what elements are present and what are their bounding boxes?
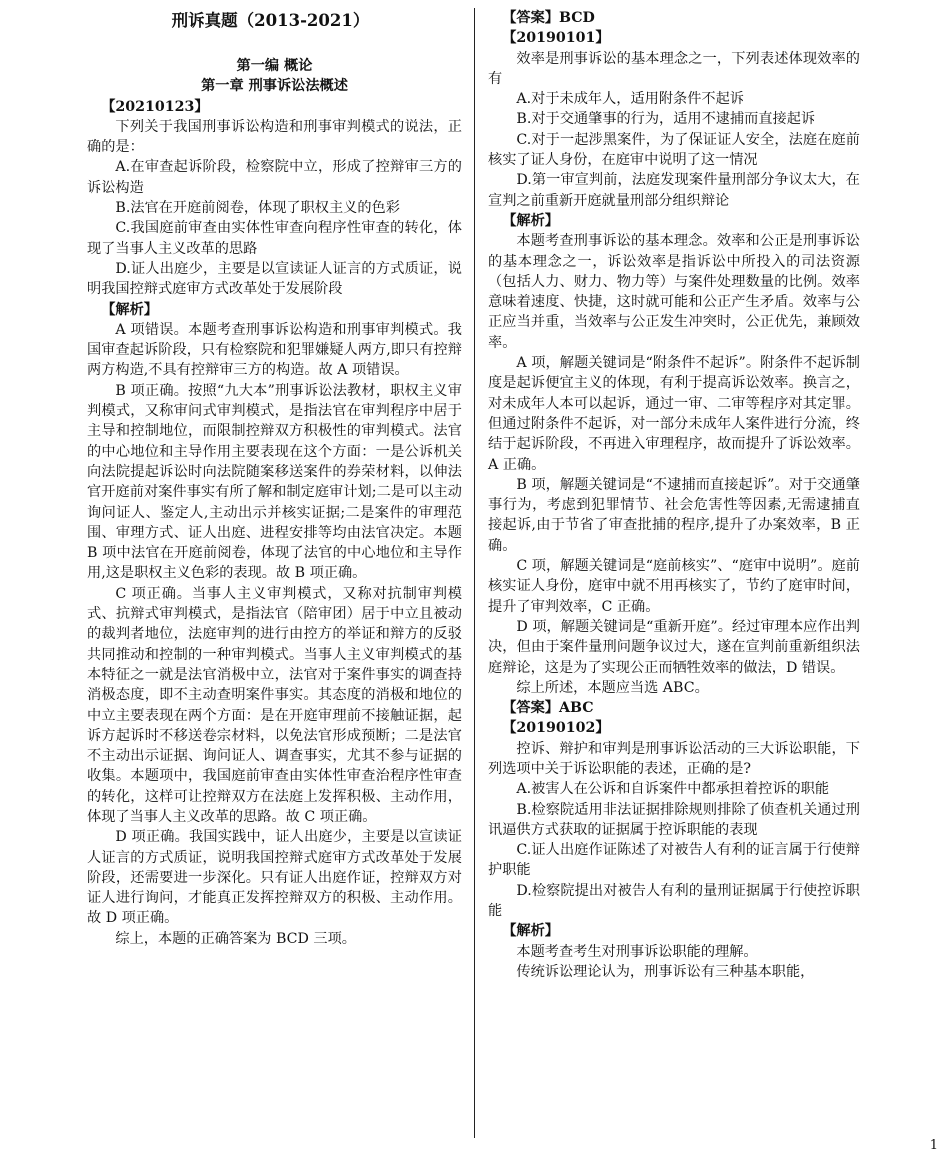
- analysis-paragraph: B 项，解题关键词是“不逮捕而直接起诉”。对于交通肇事行为，考虑到犯罪情节、社会危害性等因素,无需逮捕直接起诉,由于节省了审查批捕的程序,提升了办案效率，B 正确。: [488, 476, 860, 554]
- option-d: D.证人出庭少，主要是以宣读证人证言的方式质证，说明我国控辩式庭审方式改革处于发展阶段: [87, 260, 462, 298]
- analysis-paragraph: C 项，解题关键词是“庭前核实”、“庭审中说明”。庭前核实证人身份，庭审中就不用再核实了，节约了庭审时间，提升了审判效率，C 正确。: [488, 558, 860, 615]
- analysis-paragraph: A 项，解题关键词是“附条件不起诉”。附条件不起诉制度是起诉便宜主义的体现，有利于提高诉讼效率。换言之，对未成年人本可以起诉，通过一审、二审等程序对其定罪。但通过附条件不起诉，对一部分未成年人案件进行分流，终结于起诉阶段，不再进入审理程序，故而提升了诉讼效率。A 正确。: [488, 355, 860, 473]
- analysis-tag: 【解析】: [502, 923, 559, 940]
- analysis-paragraph: 传统诉讼理论认为，刑事诉讼有三种基本职能，: [516, 963, 815, 980]
- part-heading: 第一编 概论: [236, 58, 313, 74]
- page-number: 1: [929, 1138, 938, 1153]
- analysis-paragraph: B 项正确。按照“九大本”刑事诉讼法教材，职权主义审判模式，又称审问式审判模式，是指法官在审判程序中居于主导和控制地位，而限制控辩双方积极性的审判模式。法官的中心地位和主导作用主要表现在这个方面：一是公诉机关向法院提起诉讼时向法院随案移送案件的券荣材料，以伸法官开庭前对案件事实有所了解和制定庭审计划;二是可以主动询问证人、鉴定人,主动出示并核实证据;二是案件的审理范围、审理方式、证人出庭、进程安排等均由法官决定。本题 B 项中法官在开庭前阅卷，体现了法官的中心地位和主导作用,这是职权主义色彩的表现。故 B 项正确。: [87, 382, 462, 582]
- option-c: C.证人出庭作证陈述了对被告人有利的证言属于行使辩护职能: [488, 842, 860, 879]
- analysis-paragraph: A 项错误。本题考查刑事诉讼构造和刑事审判模式。我国审查起诉阶段，只有检察院和犯罪嫌疑人两方,即只有控辩两方构造,不具有控辩审三方的构造。故 A 项错误。: [87, 321, 462, 379]
- question-stem: 效率是刑事诉讼的基本理念之一，下列表述体现效率的有: [488, 50, 860, 87]
- answer-line: 【答案】ABC: [502, 700, 594, 717]
- option-d: D.检察院提出对被告人有利的量刑证据属于行使控诉职能: [488, 882, 860, 920]
- option-a: A.对于未成年人，适用附条件不起诉: [516, 91, 744, 108]
- chapter-heading: 第一章 刑事诉讼法概述: [201, 78, 348, 95]
- analysis-conclusion: 综上，本题的正确答案为 BCD 三项。: [115, 930, 356, 947]
- analysis-tag: 【解析】: [101, 301, 158, 318]
- option-c: C.对于一起涉黑案件，为了保证证人安全，法庭在庭前核实了证人身份，在庭审中说明了这一情况: [488, 131, 860, 169]
- option-d: D.第一审宣判前，法庭发现案件量刑部分争议太大，在宣判之前重新开庭就量刑部分组织辩论: [488, 172, 860, 209]
- question-stem: 控诉、辩护和审判是刑事诉讼活动的三大诉讼职能，下列选项中关于诉讼职能的表述，正确的是?: [488, 740, 860, 777]
- option-b: B.检察院适用非法证据排除规则排除了侦查机关通过刑讯逼供方式获取的证据属于控诉职能的表现: [488, 801, 860, 838]
- analysis-paragraph: D 项，解题关键词是“重新开庭”。经过审理本应作出判决，但由于案件量刑问题争议过大，遂在宣判前重新组织法庭辩论，这是为了实现公正而牺牲效率的做法，D 错误。: [488, 618, 860, 676]
- question-tag: 【20190102】: [502, 720, 610, 737]
- left-column: [87, 8, 462, 949]
- analysis-paragraph: 本题考查考生对刑事诉讼职能的理解。: [516, 943, 758, 960]
- option-c: C.我国庭前审查由实体性审查向程序性审查的转化，体现了当事人主义改革的思路: [87, 220, 462, 257]
- option-a: A.被害人在公诉和自诉案件中都承担着控诉的职能: [516, 781, 830, 798]
- column-divider: [474, 8, 475, 1138]
- analysis-tag: 【解析】: [502, 212, 559, 229]
- question-tag: 【20190101】: [502, 30, 610, 47]
- analysis-conclusion: 综上所述，本题应当选 ABC。: [516, 679, 709, 696]
- answer-line: 【答案】BCD: [502, 10, 595, 26]
- right-column: [488, 8, 860, 982]
- analysis-paragraph: 本题考查刑事诉讼的基本理念。效率和公正是刑事诉讼的基本理念之一，诉讼效率是指诉讼中所投入的司法资源（包括人力、财力、物力等）与案件处理数量的比例。效率意味着速度、快捷，这时就可能和公正产生矛盾。效率与公正应当并重，当效率与公正发生冲突时，公正优先，兼顾效率。: [488, 233, 860, 351]
- option-a: A.在审查起诉阶段，检察院中立，形成了控辩审三方的诉讼构造: [87, 159, 462, 196]
- analysis-paragraph: D 项正确。我国实践中，证人出庭少，主要是以宣读证人证言的方式质证，说明我国控辩式庭审方式改革处于发展阶段，还需要进一步深化。只有证人出庭作证，控辩双方对证人进行询问，才能真正发挥控辩双方的积极、主动作用。故 D 项正确。: [87, 829, 462, 927]
- question-stem: 下列关于我国刑事诉讼构造和刑事审判模式的说法，正确的是：: [87, 118, 462, 156]
- option-b: B.法官在开庭前阅卷，体现了职权主义的色彩: [115, 200, 400, 217]
- question-tag: 【20210123】: [101, 98, 209, 115]
- document-title: 刑诉真题（2013-2021）: [171, 11, 370, 30]
- option-b: B.对于交通肇事的行为，适用不逮捕而直接起诉: [516, 111, 816, 128]
- analysis-paragraph: C 项正确。当事人主义审判模式，又称对抗制审判模式、抗辩式审判模式，是指法官（陪审团）居于中立且被动的裁判者地位，法庭审判的进行由控方的举证和辩方的反驳共同推动和控制的一种审判模式。当事人主义审判模式的基本特征之一就是法官消极中立，法官对于案件事实的调查持消极态度，即不主动查明案件事实。其态度的消极和地位的中立主要表现在两个方面：是在开庭审理前不接触证据，起诉方起诉时不移送卷宗材料，以免法官形成预断；二是法官不主动出示证据、询问证人、调查事实，尤其不参与证据的收集。本题项中，我国庭前审查由实体性审查治程序性审查的转化，这样可让控辩双方在法庭上发挥积极、主动作用，体现了当事人主义改革的思路。故 C 项正确。: [87, 585, 462, 825]
